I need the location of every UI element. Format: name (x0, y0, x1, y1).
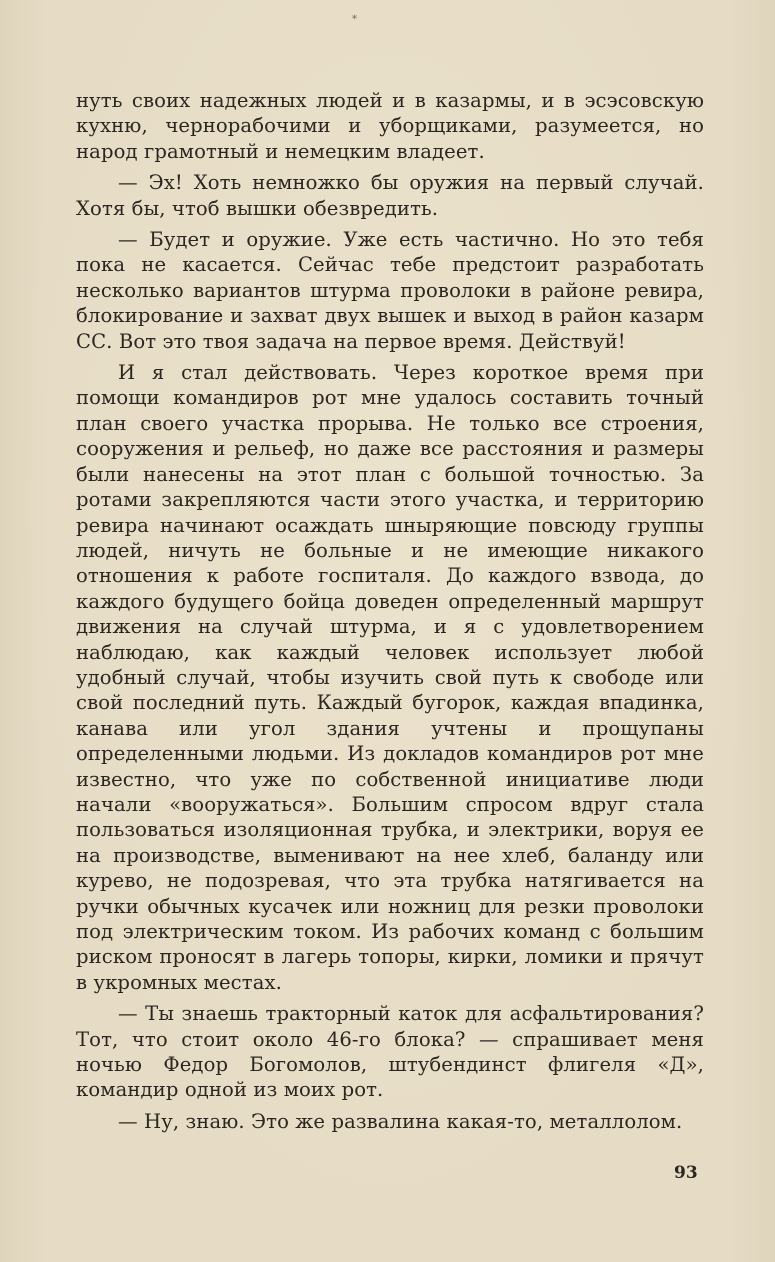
paragraph-dialogue-1: — Эх! Хоть немножко бы оружия на первый случай. Хотя бы, чтоб вышки обезвредить. (76, 171, 704, 220)
paragraph-dialogue-3: — Ты знаешь тракторный каток для асфальтирования? Тот, что стоит около 46-го блока? — спрашивает меня ночью Федор Богомолов, штубендинст флигеля «Д», командир одной из моих рот. (76, 1002, 704, 1102)
paragraph-narrative: И я стал действовать. Через короткое время при помощи командиров рот мне удалось составить точный план своего участка прорыва. Не только все строения, сооружения и рельеф, но даже все расстояния и размеры были нанесены на этот план с большой точностью. За ротами закрепляются части этого участка, и территорию ревира начинают осаждать шныряющие повсюду группы людей, ничуть не больные и не имеющие никакого отношения к работе госпиталя. До каждого взвода, до каждого будущего бойца доведен определенный маршрут движения на случай штурма, и я с удовлетворением наблюдаю, как каждый человек использует любой удобный случай, чтобы изучить свой путь к свободе или свой последний путь. Каждый бугорок, каждая впадинка, канава или угол здания учтены и прощупаны определенными людьми. Из докладов командиров рот мне известно, что уже по собственной инициативе люди начали «вооружаться». Большим спросом вдруг стала пользоваться изоляционная трубка, и электрики, воруя ее на производстве, выменивают на нее хлеб, баланду или курево, не подозревая, что эта трубка натягивается на ручки обычных кусачек или ножниц для резки проволоки под электрическим током. Из рабочих команд с большим риском проносят в лагерь топоры, кирки, ломики и прячут в укромных местах. (76, 361, 704, 994)
top-mark: * (352, 14, 357, 25)
body-text (76, 88, 704, 1134)
paragraph-dialogue-4: — Ну, знаю. Это же развалина какая-то, металлолом. (118, 1109, 683, 1133)
paragraph-continuation: нуть своих надежных людей и в казармы, и в эсэсовскую кухню, чернорабочими и уборщиками, разумеется, но народ грамотный и немецким владеет. (76, 89, 704, 163)
paragraph-dialogue-2: — Будет и оружие. Уже есть частично. Но это тебя пока не касается. Сейчас тебе предстоит разработать несколько вариантов штурма проволоки в районе ревира, блокирование и захват двух вышек и выход в район казарм СС. Вот это твоя задача на первое время. Действуй! (76, 228, 704, 353)
page-number: 93 (674, 1163, 698, 1183)
